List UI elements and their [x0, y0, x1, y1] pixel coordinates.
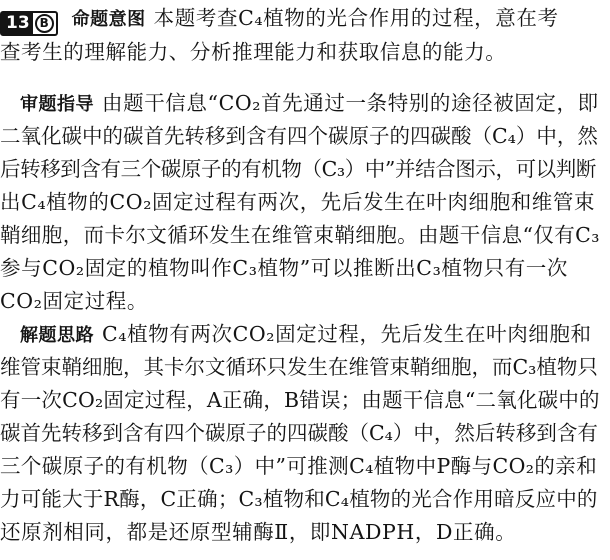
approach-line: 维管束鞘细胞，其卡尔文循环只发生在维管束鞘细胞，而C₃植物只 — [0, 355, 598, 379]
guide-line: CO₂固定过程。 — [0, 289, 149, 313]
intent-line: 查考生的理解能力、分析推理能力和获取信息的能力。 — [0, 40, 507, 64]
guide-heading: 审题指导 — [20, 94, 94, 115]
guide-line: 出C₄植物的CO₂固定过程有两次，先后发生在叶肉细胞和维管束 — [0, 190, 596, 214]
approach-line: 力可能大于R酶，C正确；C₃植物和C₄植物的光合作用暗反应中的 — [0, 487, 598, 511]
question-badge — [0, 11, 58, 36]
guide-line: 鞘细胞，而卡尔文循环发生在维管束鞘细胞。由题干信息“仅有C₃ — [0, 223, 600, 247]
approach-line: 还原剂相同，都是还原型辅酶Ⅱ，即NADPH，D正确。 — [0, 520, 517, 544]
guide-line: 二氧化碳中的碳首先转移到含有四个碳原子的四碳酸（C₄）中，然 — [0, 124, 598, 148]
answer-letter: B — [35, 14, 54, 33]
intent-line: 本题考查C₄植物的光合作用的过程，意在考 — [153, 6, 559, 30]
guide-section — [0, 87, 600, 121]
intent-section — [0, 2, 600, 69]
guide-line: 后转移到含有三个碳原子的有机物（C₃）中”并结合图示，可以判断 — [0, 157, 596, 181]
guide-line: 参与CO₂固定的植物叫作C₃植物”可以推断出C₃植物只有一次 — [0, 256, 568, 280]
approach-line: C₄植物有两次CO₂固定过程，先后发生在叶肉细胞和 — [102, 322, 592, 346]
guide-body — [0, 120, 600, 318]
guide-line: 由题干信息“CO₂首先通过一条特别的途径被固定，即 — [102, 91, 599, 115]
approach-heading: 解题思路 — [20, 325, 94, 346]
approach-section — [0, 318, 600, 352]
question-number: 13 — [2, 13, 33, 34]
approach-body — [0, 351, 600, 549]
approach-line: 三个碳原子的有机物（C₃）中”可推测C₄植物中P酶与CO₂的亲和 — [0, 454, 598, 478]
approach-line: 碳首先转移到含有四个碳原子的四碳酸（C₄）中，然后转移到含有 — [0, 421, 598, 445]
approach-line: 有一次CO₂固定过程，A正确，B错误；由题干信息“二氧化碳中的 — [0, 388, 600, 412]
intent-heading: 命题意图 — [71, 9, 146, 30]
